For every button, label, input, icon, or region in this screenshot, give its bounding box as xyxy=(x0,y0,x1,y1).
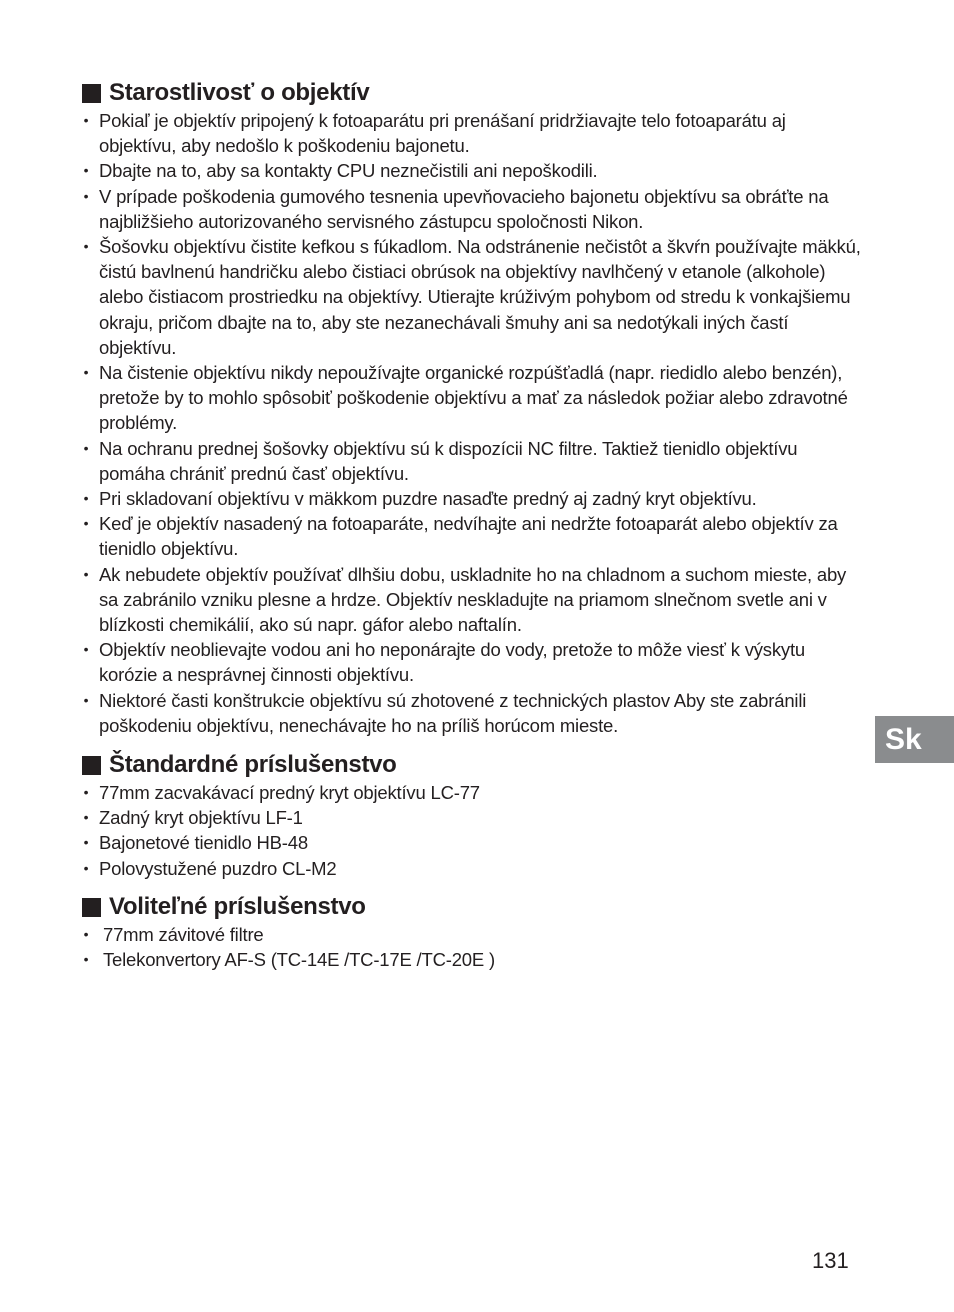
list-item: • Ak nebudete objektív používať dlhšiu dobu, uskladnite ho na chladnom a suchom mieste, aby sa zabránilo vzniku plesne a hrdze. Objektív neskladujte na priamom slnečnom svetle ani v blízkosti chemikálií, ako sú napr. gáfor alebo naftalín. xyxy=(83,563,847,636)
bullet-icon: • xyxy=(83,364,89,381)
section-lens-care xyxy=(82,78,862,738)
list-item: • Bajonetové tienidlo HB-48 xyxy=(82,830,862,855)
section-heading xyxy=(82,78,862,108)
section-title: Štandardné príslušenstvo xyxy=(109,751,397,778)
list-item: • Zadný kryt objektívu LF-1 xyxy=(82,805,862,830)
bullet-icon: • xyxy=(83,951,89,968)
list-item: • Na ochranu prednej šošovky objektívu sú k dispozícii NC filtre. Taktiež tienidlo objektívu pomáha chrániť prednú časť objektívu. xyxy=(83,437,798,484)
bullet-icon: • xyxy=(83,162,89,179)
list-item: • Objektív neoblievajte vodou ani ho neponárajte do vody, pretože to môže viesť k výskytu korózie a nesprávnej činnosti objektívu. xyxy=(83,639,805,686)
list-item: • Na čistenie objektívu nikdy nepoužívajte organické rozpúšťadlá (napr. riedidlo alebo benzén), pretože by to mohlo spôsobiť poškodenie objektívu a mať za následok požiar alebo zdravotné problémy. xyxy=(83,362,848,434)
heading-square-icon xyxy=(82,898,101,917)
language-tab xyxy=(875,716,954,763)
section-title: Voliteľné príslušenstvo xyxy=(109,893,366,920)
bullet-icon: • xyxy=(83,691,89,708)
bullet-icon: • xyxy=(83,238,89,255)
bullet-icon: • xyxy=(83,859,89,876)
bullet-icon: • xyxy=(83,439,89,456)
list-item: • Telekonvertory AF-S (TC-14E /TC-17E /TC-20E ) xyxy=(82,947,862,972)
care-list xyxy=(82,108,862,738)
language-tab-label: Sk xyxy=(885,722,922,756)
bullet-icon: • xyxy=(83,809,89,826)
list-item: • Šošovku objektívu čistite kefkou s fúkadlom. Na odstránenie nečistôt a škvŕn používajte mäkkú, čistú bavlnenú handričku alebo čistiaci obrúsok na objektívy navlhčený v etanole (alkohole) alebo čistiacom prostriedku na objektívy. Utierajte krúživým pohybom od stredu k vonkajšiemu okraju, pričom dbajte na to, aby ste nezanechávali šmuhy ani sa nedotýkali iných častí objektívu. xyxy=(83,236,861,358)
list-item: • Pokiaľ je objektív pripojený k fotoaparátu pri prenášaní pridržiavajte telo fotoaparátu aj objektívu, aby nedošlo k poškodeniu bajonetu. xyxy=(83,110,786,157)
section-heading xyxy=(82,892,862,922)
section-title: Starostlivosť o objektív xyxy=(109,79,370,106)
section-heading xyxy=(82,750,862,780)
bullet-icon: • xyxy=(83,926,89,942)
bullet-icon: • xyxy=(83,515,89,532)
bullet-icon: • xyxy=(83,490,89,507)
section-standard-accessories xyxy=(82,750,862,881)
list-item: • Keď je objektív nasadený na fotoaparáte, nedvíhajte ani nedržte fotoaparát alebo objektív za tienidlo objektívu. xyxy=(83,513,838,560)
bullet-icon: • xyxy=(83,565,89,582)
bullet-icon: • xyxy=(83,187,89,204)
list-item: • 77mm závitové filtre xyxy=(82,922,862,947)
bullet-icon: • xyxy=(83,112,89,128)
list-item: • Polovystužené puzdro CL-M2 xyxy=(82,856,862,881)
list-item: • Dbajte na to, aby sa kontakty CPU neznečistili ani nepoškodili. xyxy=(82,158,862,183)
optional-accessories-list xyxy=(82,922,862,972)
heading-square-icon xyxy=(82,84,101,103)
standard-accessories-list xyxy=(82,780,862,881)
section-optional-accessories xyxy=(82,892,862,972)
list-item: • Niektoré časti konštrukcie objektívu sú zhotovené z technických plastov Aby ste zabránili poškodeniu objektívu, nenechávajte ho na príliš horúcom mieste. xyxy=(83,689,807,736)
list-item: • 77mm zacvakávací predný kryt objektívu LC-77 xyxy=(82,780,862,805)
bullet-icon: • xyxy=(83,641,89,658)
bullet-icon: • xyxy=(83,784,89,800)
heading-square-icon xyxy=(82,756,101,775)
page-number: 131 xyxy=(812,1248,849,1273)
list-item: • V prípade poškodenia gumového tesnenia upevňovacieho bajonetu objektívu sa obráťte na najbližšieho autorizovaného servisného zástupcu spoločnosti Nikon. xyxy=(83,185,829,232)
bullet-icon: • xyxy=(83,834,89,851)
list-item: • Pri skladovaní objektívu v mäkkom puzdre nasaďte predný aj zadný kryt objektívu. xyxy=(82,486,862,511)
